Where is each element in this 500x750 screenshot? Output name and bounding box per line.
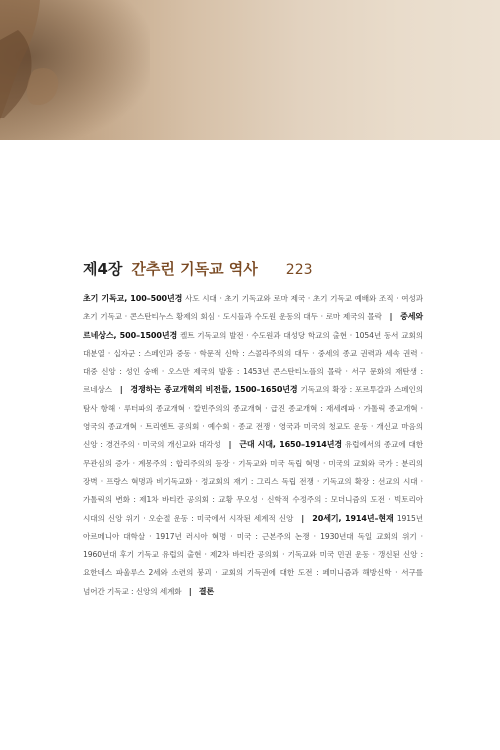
section-divider: | (228, 440, 232, 450)
chapter-number: 제4장 (83, 260, 123, 278)
chapter-title: 간추린 기독교 역사 (131, 260, 258, 278)
section-title: 경쟁하는 종교개혁의 비전들, 1500–1650년경 (130, 385, 298, 395)
section-topics: 1915년 아르메니아 대학살 · 1917년 러시아 혁명 · 미국 : 근본주의 논쟁 · 1930년대 독일 교회의 위기 · 1960년대 후기 기독교 유럽의 출현 · 제2차 바티칸 공의회 · 기독교와 미국 민권 운동 · 갱신된 신앙 : 요한네스 파울루스 2세와 소련의 붕괴 · 교회의 기득권에 대한 도전 : 페미니즘과 해방신학 · 서구를 넘어간 기독교 : 신앙의 세계화 (83, 513, 423, 596)
section-topics: 켈트 기독교의 발전 · 수도원과 대성당 학교의 출현 · 1054년 동서 교회의 대분열 · 십자군 : 스페인과 중동 · 학문적 신학 : 스콜라주의의 대두 · 중세의 종교 권력과 세속 권력 · 대중 신앙 : 성인 숭배 · 오스만 제국의 발흥 : 1453년 콘스탄티노플의 몰락 · 서구 문화의 재탄생 : 르네상스 (83, 330, 423, 395)
header-photo-figure (0, 0, 500, 140)
header-photo-band (0, 0, 500, 140)
section-topics: 사도 시대 · 초기 기독교와 로마 제국 · 초기 기독교 예배와 조직 · 여성과 초기 기독교 · 콘스탄티누스 황제의 회심 · 도시들과 수도원 운동의 대두 · 로마 제국의 몰락 (83, 294, 423, 322)
section-divider: | (301, 513, 305, 523)
section-title: 근대 시대, 1650–1914년경 (239, 440, 343, 450)
chapter-contents (83, 290, 423, 601)
section-topics: 기독교의 확장 : 포르투갈과 스페인의 탐사 항해 · 루터파의 종교개혁 · 칼빈주의의 종교개혁 · 급진 종교개혁 : 재세례파 · 가톨릭 종교개혁 · 영국의 종교개혁 · 트리엔트 공의회 · 예수회 · 종교 전쟁 · 영국과 미국의 청교도 운동 · 개신교 마음의 신앙 : 경건주의 · 미국의 개신교와 대각성 (83, 385, 423, 450)
section-title: 초기 기독교, 100–500년경 (83, 294, 183, 303)
section-topics: 유럽에서의 종교에 대한 무관심의 증가 · 계몽주의 : 합리주의의 등장 · 기독교와 미국 독립 혁명 · 미국의 교회와 국가 : 분리의 장벽 · 프랑스 혁명과 비기독교화 · 정교회의 재기 : 그리스 독립 전쟁 · 기독교의 확장 : 선교의 시대 · 가톨릭의 변화 : 제1차 바티칸 공의회 : 교황 무오성 · 신학적 수정주의 : 모더니즘의 도전 · 빅토리아 시대의 신앙 위기 · 오순절 운동 : 미국에서 시작된 세계적 신앙 (83, 440, 423, 523)
section-divider: | (119, 385, 123, 395)
section-title: 20세기, 1914년–현재 (312, 513, 394, 523)
section-title: 결론 (198, 586, 215, 596)
section-divider: | (188, 586, 192, 596)
section-divider: | (389, 312, 393, 322)
chapter-page-number: 223 (285, 262, 313, 278)
section-title: 중세와 르네상스, 500–1500년경 (83, 312, 423, 340)
chapter-heading (83, 258, 313, 279)
